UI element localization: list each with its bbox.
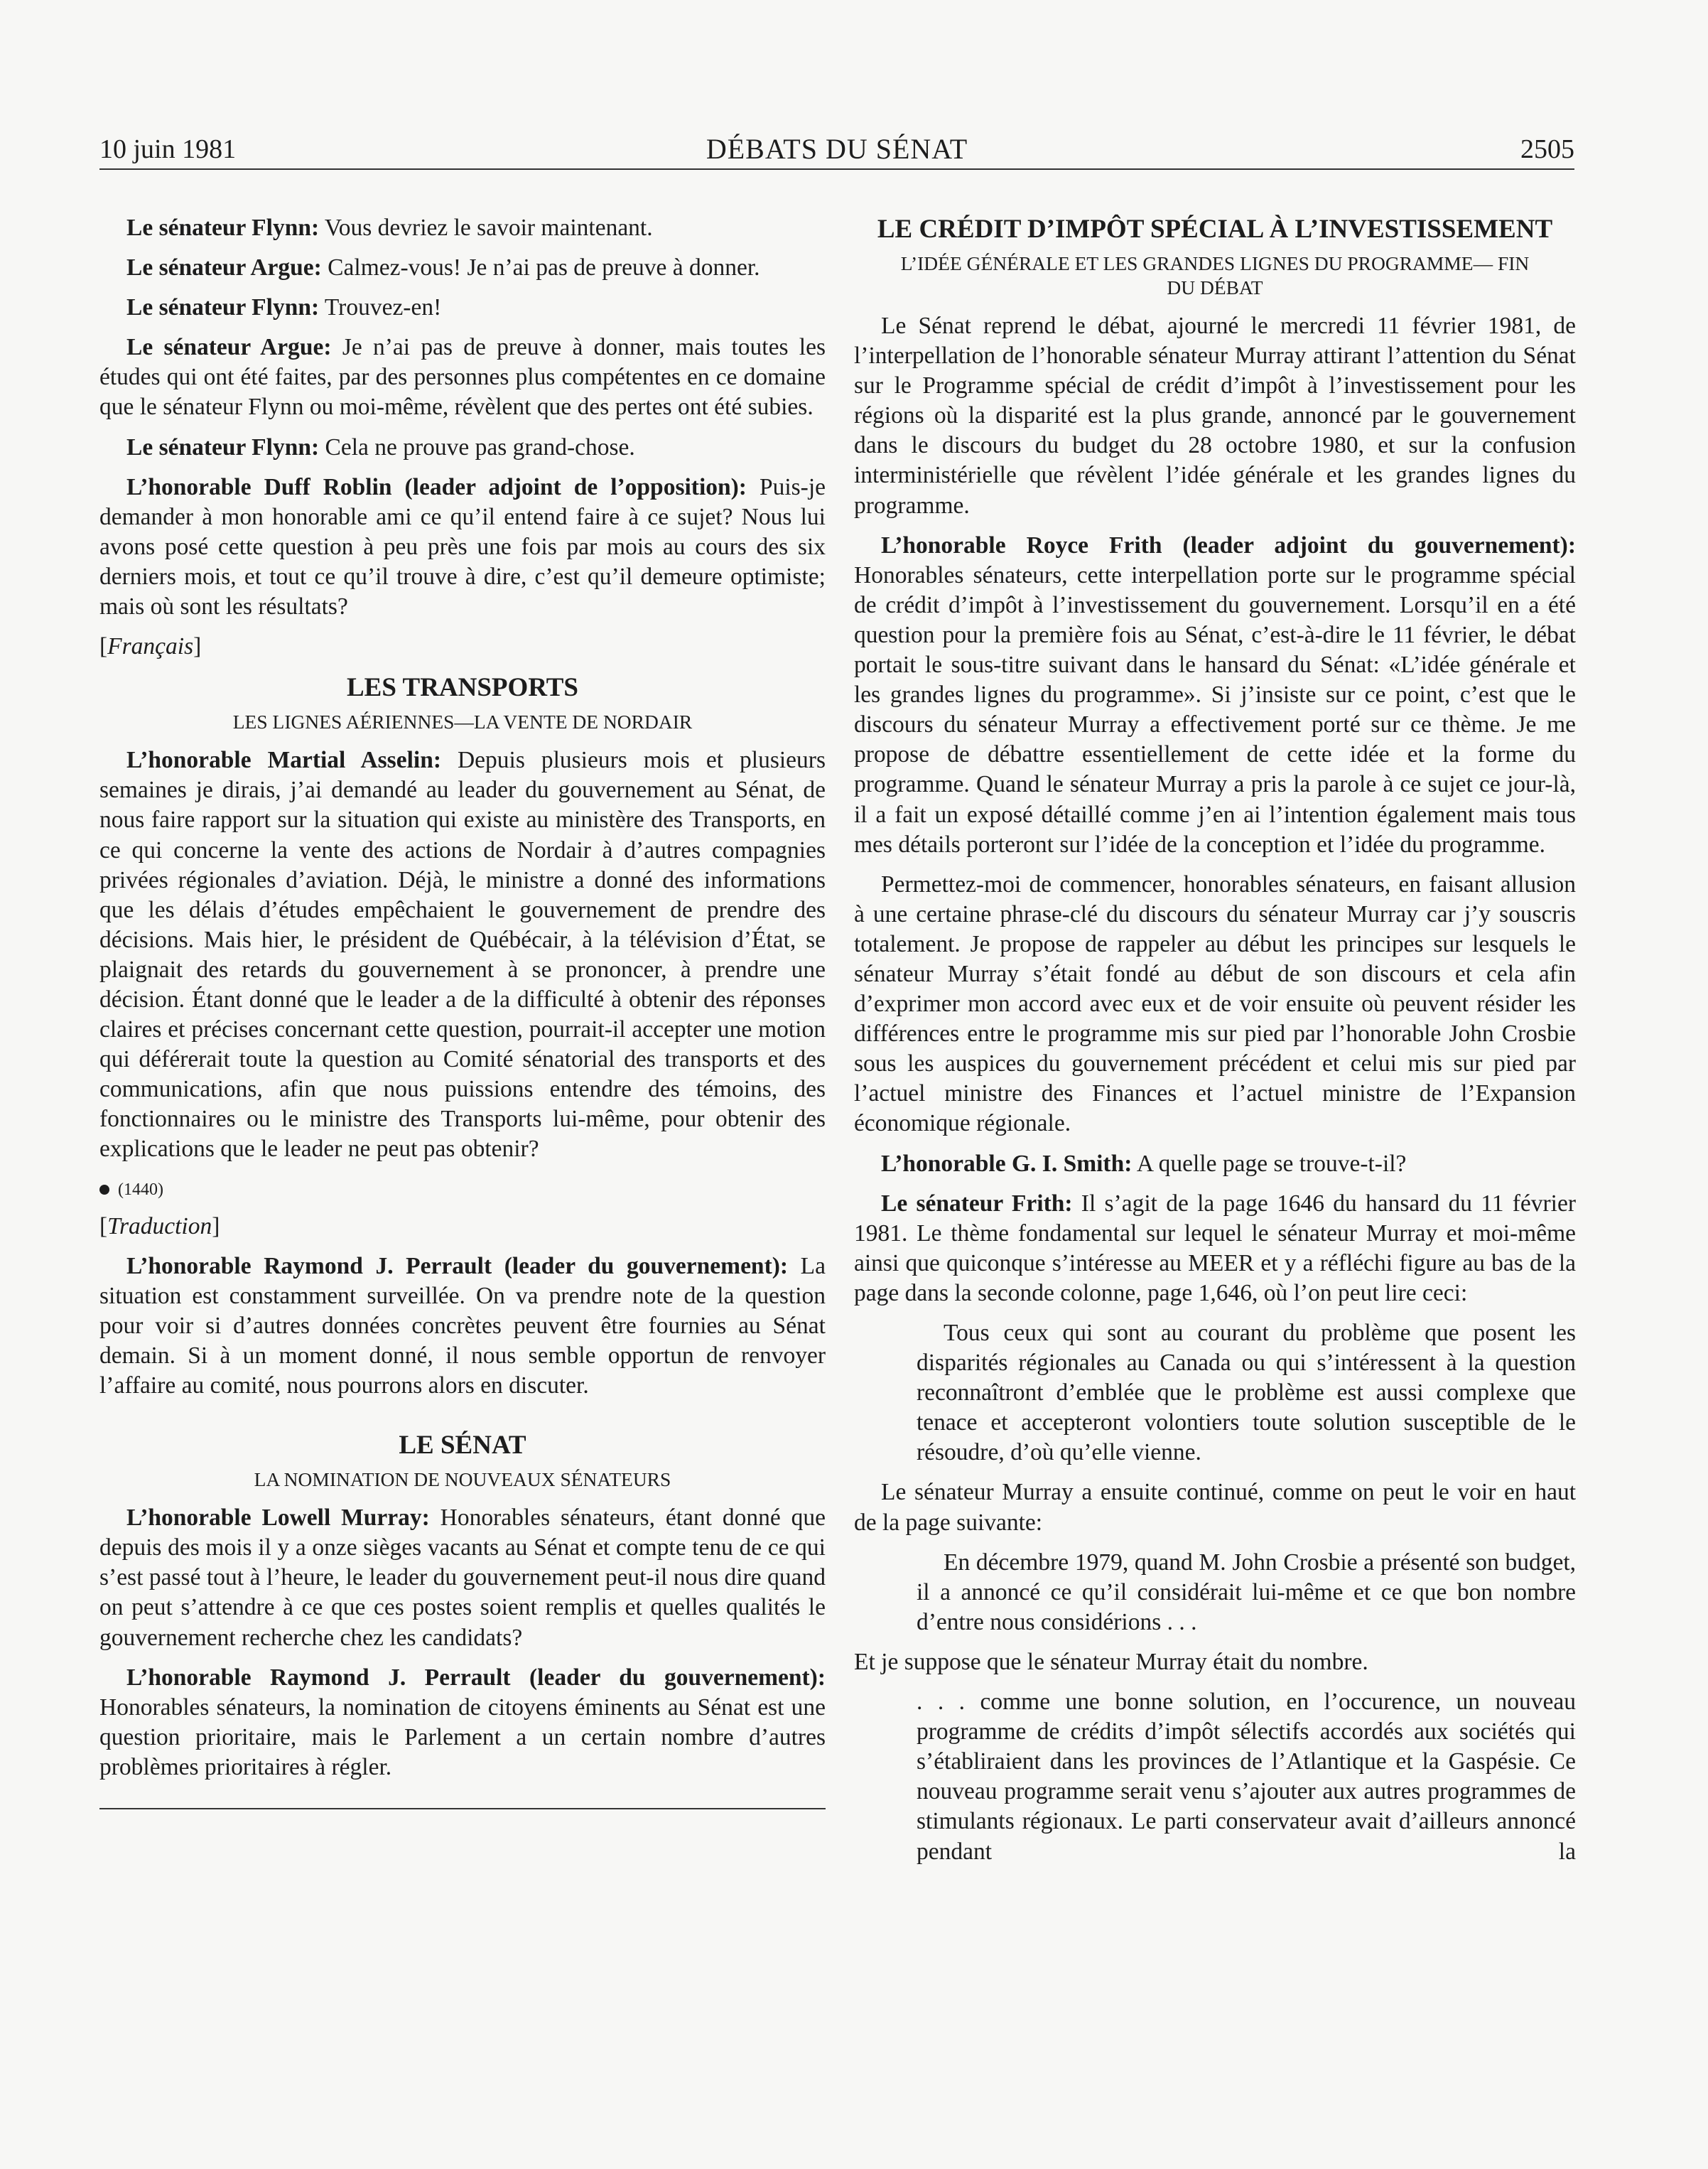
speech: Vous devriez le savoir maintenant. (319, 215, 653, 241)
end-rule (99, 1808, 826, 1809)
speaker: L’honorable Lowell Murray: (126, 1505, 430, 1532)
paragraph (99, 333, 826, 422)
paragraph (854, 1149, 1576, 1179)
speaker: Le sénateur Flynn: (126, 434, 320, 461)
section-subheading: LA NOMINATION DE NOUVEAUX SÉNATEURS (254, 1468, 671, 1491)
speaker: L’honorable Raymond J. Perrault (leader du gouvernement): (126, 1664, 826, 1691)
header-title: DÉBATS DU SÉNAT (706, 133, 968, 165)
paragraph (99, 473, 826, 622)
paragraph (99, 1503, 826, 1652)
paragraph: Et je suppose que le sénateur Murray était du nombre. (854, 1648, 1368, 1675)
paragraph: Le sénateur Murray a ensuite continué, comme on peut le voir en haut de la page suivante: (854, 1479, 1576, 1536)
bullet-icon (99, 1185, 109, 1195)
speech: La situation est constamment surveillée. On va prendre note de la question pour voir si d’autres données concrètes peuvent être fournies au Sénat demain. Si à un moment donné, il nous semble opportun de renvoyer l’affaire au comité, nous pourrons alors en discuter. (99, 1252, 826, 1399)
speech: Trouvez-en! (319, 294, 442, 321)
speaker: L’honorable Royce Frith (leader adjoint du gouvernement): (881, 532, 1576, 559)
speech: Il s’agit de la page 1646 du hansard du 11 février 1981. Le thème fondamental sur lequel le sénateur Murray et moi-même ainsi que quiconque s’intéresse au MEER et y a réfléchi figure au bas de la page dans la seconde colonne, page 1,646, où l’on peut lire ceci: (854, 1190, 1576, 1306)
speaker: Le sénateur Argue: (126, 254, 322, 281)
language-note: [Français] (99, 633, 202, 660)
speech: Calmez-vous! Je n’ai pas de preuve à donner. (321, 254, 760, 281)
language-label: Français (107, 633, 194, 660)
speech: A quelle page se trouve-t-il? (1132, 1150, 1407, 1177)
time-marker (99, 1175, 826, 1205)
paragraph (99, 433, 826, 463)
section-heading: LE SÉNAT (399, 1431, 526, 1460)
header-date: 10 juin 1981 (99, 134, 237, 164)
speech: Je n’ai pas de preuve à donner, mais toutes les études qui ont été faites, par des personnes plus compétentes en ce domaine que le sénateur Flynn ou moi-même, révèlent que des pertes ont été subies. (99, 334, 826, 421)
paragraph (99, 293, 826, 323)
speaker: L’honorable Raymond J. Perrault (leader du gouvernement): (126, 1252, 789, 1279)
speaker: Le sénateur Flynn: (126, 294, 320, 321)
time-marker-label: (1440) (118, 1180, 163, 1199)
speaker: Le sénateur Flynn: (126, 215, 320, 241)
paragraph (99, 1252, 826, 1401)
speech: Honorables sénateurs, étant donné que depuis des mois il y a onze sièges vacants au Sénat et compte tenu de ce qui s’est passé tout à l’heure, le leader du gouvernement peut-il nous dire quand on peut s’attendre à ce que ces postes soient remplis et quelles qualités le gouvernement recherche chez les candidats? (99, 1505, 826, 1651)
paragraph (854, 531, 1576, 860)
section-subheading: L’IDÉE GÉNÉRALE ET LES GRANDES LIGNES DU PROGRAMME— FIN DU DÉBAT (900, 252, 1530, 298)
paragraph (99, 213, 826, 243)
block-quote: Tous ceux qui sont au courant du problème que posent les disparités régionales au Canada ou qui s’intéressent à la question reconnaîtront d’emblée que le problème est aussi complexe que tenace et accepteront volontiers toute solution susceptible de le résoudre, d’où qu’elle vienne. (917, 1320, 1576, 1466)
speaker: L’honorable G. I. Smith: (881, 1150, 1133, 1177)
block-quote: . . . comme une bonne solution, en l’occurence, un nouveau programme de crédits d’impôt sélectifs accordés aux sociétés qui s’établiraient dans les provinces de l’Atlantique et la Gaspésie. Ce nouveau programme serait venu s’ajouter aux autres programmes de stimulants régionaux. Le parti conservateur avait d’ailleurs annoncé pendant la (917, 1689, 1576, 1865)
left-column (99, 213, 826, 1809)
speech: Honorables sénateurs, cette interpellation porte sur le programme spécial de crédit d’impôt à l’investissement du gouvernement. Lorsqu’il en a été question pour la première fois au Sénat, c’est-à-dire le 11 février, le débat portait le sous-titre suivant dans le hansard du Sénat: «L’idée générale et les grandes lignes du programme». Si j’insiste sur ce point, c’est que le discours du sénateur Murray a effectivement porté sur ce thème. Je me propose de débattre essentiellement de cette idée et la forme du programme. Quand le sénateur Murray a pris la parole à ce sujet ce jour-là, il a fait un exposé détaillé comme j’en ai l’intention également mais tous mes détails porteront sur l’idée de la conception et l’idée du programme. (854, 561, 1576, 858)
paragraph (99, 1663, 826, 1782)
language-label: Traduction (107, 1212, 212, 1239)
paragraph (99, 253, 826, 283)
speaker: Le sénateur Argue: (126, 334, 332, 361)
header-rule (99, 168, 1574, 170)
speech: Puis-je demander à mon honorable ami ce qu’il entend faire à ce sujet? Nous lui avons posé cette question à peu près une fois par mois au cours des six derniers mois, et tout ce qu’il trouve à dire, c’est qu’il demeure optimiste; mais où sont les résultats? (99, 473, 826, 620)
paragraph: Le Sénat reprend le débat, ajourné le mercredi 11 février 1981, de l’interpellation de l’honorable sénateur Murray attirant l’attention du Sénat sur le Programme spécial de crédit d’impôt à l’investissement pour les régions où la disparité est la plus grande, annoncé par le gouvernement dans le discours du budget du 28 octobre 1980, et sur la confusion interministérielle que révèlent l’idée générale et les grandes lignes du programme. (854, 313, 1576, 519)
running-header (99, 128, 1574, 171)
section-heading: LES TRANSPORTS (347, 673, 578, 703)
section-heading: LE CRÉDIT D’IMPÔT SPÉCIAL À L’INVESTISSEMENT (877, 215, 1553, 244)
block-quote: En décembre 1979, quand M. John Crosbie a présenté son budget, il a annoncé ce qu’il considérait lui-même et ce que bon nombre d’entre nous considérions . . . (917, 1549, 1576, 1635)
paragraph: Permettez-moi de commencer, honorables sénateurs, en faisant allusion à une certaine phrase-clé du discours du sénateur Murray car j’y souscris totalement. Je propose de rappeler au début les principes sur lesquels le sénateur Murray s’était fondé au début de son discours et cela afin d’exprimer mon accord avec eux et de voir ensuite où peuvent résider les différences entre le programme mis sur pied par l’honorable John Crosbie sous les auspices du gouvernement précédent et celui mis sur pied par l’actuel ministre des Finances et l’actuel ministre de l’Expansion économique régionale. (854, 871, 1576, 1137)
speaker: L’honorable Duff Roblin (leader adjoint de l’opposition): (126, 473, 747, 500)
paragraph (99, 746, 826, 1164)
speaker: Le sénateur Frith: (881, 1190, 1073, 1217)
paragraph (854, 1189, 1576, 1308)
header-page-number: 2505 (1520, 134, 1574, 164)
speech: Honorables sénateurs, la nomination de citoyens éminents au Sénat est une question prioritaire, mais le Parlement a un certain nombre d’autres problèmes prioritaires à régler. (99, 1694, 826, 1780)
speech: Depuis plusieurs mois et plusieurs semaines je dirais, j’ai demandé au leader du gouvernement au Sénat, de nous faire rapport sur la situation qui existe au ministère des Transports, en ce qui concerne la vente des actions de Nordair à d’autres compagnies privées régionales d’aviation. Déjà, le ministre a donné des informations que les délais d’études empêchaient le gouvernement de prendre des décisions. Mais hier, le président de Québécair, à la télévision d’État, se plaignait des retards du gouvernement à se prononcer, à prendre une décision. Étant donné que le leader a de la difficulté à obtenir des réponses claires et précises concernant cette question, pourrait-il accepter une motion qui déférerait toute la question au Comité sénatorial des transports et des communications, afin que nous puissions entendre des témoins, des fonctionnaires ou le ministre des Transports lui-même, pour obtenir des explications que le leader ne peut pas obtenir? (99, 747, 826, 1163)
speaker: L’honorable Martial Asselin: (126, 747, 441, 774)
section-subheading: LES LIGNES AÉRIENNES—LA VENTE DE NORDAIR (232, 711, 693, 733)
speech: Cela ne prouve pas grand-chose. (319, 434, 635, 461)
language-note: [Traduction] (99, 1212, 220, 1239)
right-column (854, 213, 1576, 1871)
